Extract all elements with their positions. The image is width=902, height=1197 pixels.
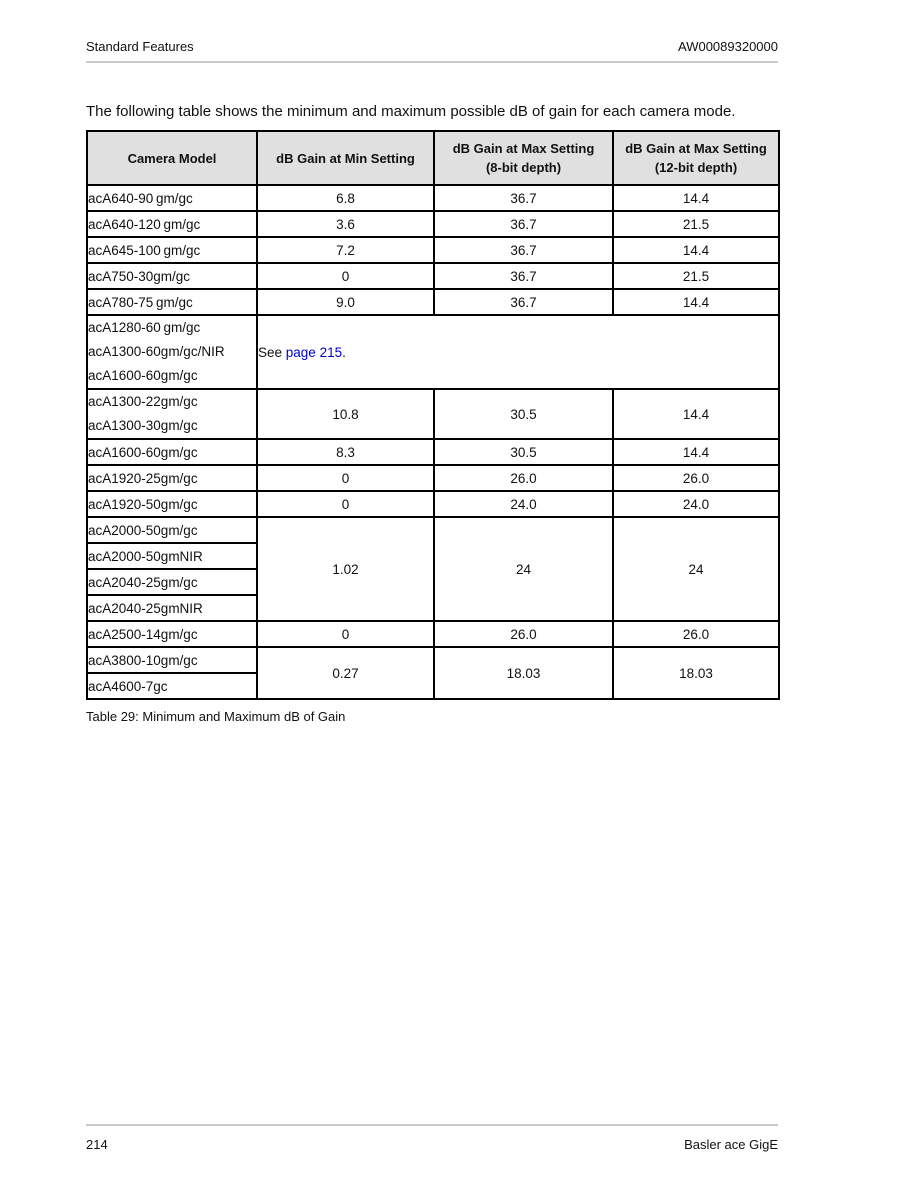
- gain-max8-cell: 26.0: [434, 465, 613, 491]
- table-row: [87, 237, 779, 263]
- gain-max12-cell: 14.4: [613, 389, 779, 439]
- gain-max12-cell: 14.4: [613, 289, 779, 315]
- table-row: [87, 439, 779, 465]
- gain-max8-cell: 36.7: [434, 263, 613, 289]
- gain-max8-cell: 36.7: [434, 185, 613, 211]
- camera-model-cell: acA1920-25gm/gc: [87, 465, 257, 491]
- col-header-min-setting: dB Gain at Min Setting: [257, 131, 434, 185]
- header-rule: [86, 61, 778, 63]
- gain-max8-cell: 36.7: [434, 237, 613, 263]
- gain-min-cell: 1.02: [257, 517, 434, 621]
- gain-max12-cell: 24.0: [613, 491, 779, 517]
- camera-model-cell: acA2040-25gm/gc: [87, 569, 257, 595]
- table-row-group: [87, 647, 779, 673]
- camera-model-cell: acA2000-50gm/gc: [87, 517, 257, 543]
- gain-max12-cell: 18.03: [613, 647, 779, 699]
- camera-model-cell: acA2040-25gmNIR: [87, 595, 257, 621]
- col-header-max-12bit: dB Gain at Max Setting (12-bit depth): [613, 131, 779, 185]
- camera-model-cell: acA4600-7gc: [87, 673, 257, 699]
- gain-min-cell: 0: [257, 465, 434, 491]
- col-header-camera-model: Camera Model: [87, 131, 257, 185]
- camera-model-cell: acA1600-60gm/gc: [87, 439, 257, 465]
- gain-min-cell: 0: [257, 621, 434, 647]
- gain-max12-cell: 26.0: [613, 621, 779, 647]
- table-row: [87, 263, 779, 289]
- camera-model-cell: acA645-100 gm/gc: [87, 237, 257, 263]
- page-footer: [86, 1137, 778, 1152]
- table-row: [87, 491, 779, 517]
- table-row-see-page: [87, 315, 779, 389]
- page-number: 214: [86, 1137, 108, 1152]
- col-header-max-8bit: dB Gain at Max Setting (8-bit depth): [434, 131, 613, 185]
- table-caption: Table 29: Minimum and Maximum dB of Gain: [86, 709, 346, 724]
- camera-model-cell: acA780-75 gm/gc: [87, 289, 257, 315]
- table-row: [87, 621, 779, 647]
- gain-min-cell: 0: [257, 491, 434, 517]
- gain-max12-cell: 14.4: [613, 237, 779, 263]
- gain-min-cell: 0.27: [257, 647, 434, 699]
- gain-max12-cell: 21.5: [613, 263, 779, 289]
- table-row-group: [87, 517, 779, 543]
- gain-min-cell: 0: [257, 263, 434, 289]
- gain-min-cell: 3.6: [257, 211, 434, 237]
- see-page-note-cell: See page 215.: [257, 315, 779, 389]
- table-row: [87, 389, 779, 439]
- gain-max8-cell: 26.0: [434, 621, 613, 647]
- table-row: [87, 211, 779, 237]
- camera-model-cell: acA640-120 gm/gc: [87, 211, 257, 237]
- gain-min-cell: 8.3: [257, 439, 434, 465]
- gain-max12-cell: 14.4: [613, 439, 779, 465]
- gain-max8-cell: 36.7: [434, 289, 613, 315]
- gain-min-cell: 7.2: [257, 237, 434, 263]
- gain-max8-cell: 24.0: [434, 491, 613, 517]
- page-content: [86, 103, 778, 724]
- document-title: Basler ace GigE: [684, 1137, 778, 1152]
- page-215-link[interactable]: page 215: [285, 344, 343, 360]
- document-number: AW00089320000: [678, 39, 778, 54]
- gain-max8-cell: 30.5: [434, 439, 613, 465]
- gain-max12-cell: 26.0: [613, 465, 779, 491]
- gain-min-cell: 9.0: [257, 289, 434, 315]
- intro-text: The following table shows the minimum and maximum possible dB of gain for each camera mode.: [86, 103, 736, 120]
- table-row: [87, 185, 779, 211]
- footer-rule: [86, 1124, 778, 1126]
- camera-model-cell: acA2000-50gmNIR: [87, 543, 257, 569]
- camera-model-cell: acA2500-14gm/gc: [87, 621, 257, 647]
- camera-model-group-cell: acA1280-60 gm/gc acA1300-60gm/gc/NIR acA1600-60gm/gc: [87, 315, 257, 389]
- camera-model-cell: acA1920-50gm/gc: [87, 491, 257, 517]
- camera-model-cell: acA640-90 gm/gc: [87, 185, 257, 211]
- table-header-row: [87, 131, 779, 185]
- gain-max12-cell: 24: [613, 517, 779, 621]
- gain-table: [86, 130, 780, 700]
- table-row: [87, 465, 779, 491]
- gain-max8-cell: 18.03: [434, 647, 613, 699]
- page-header: [86, 39, 778, 54]
- camera-model-cell: acA3800-10gm/gc: [87, 647, 257, 673]
- section-title: Standard Features: [86, 39, 194, 54]
- gain-max8-cell: 24: [434, 517, 613, 621]
- table-row: [87, 289, 779, 315]
- camera-model-cell: acA750-30gm/gc: [87, 263, 257, 289]
- camera-model-group-cell: acA1300-22gm/gc acA1300-30gm/gc: [87, 389, 257, 439]
- gain-max12-cell: 14.4: [613, 185, 779, 211]
- gain-max8-cell: 30.5: [434, 389, 613, 439]
- gain-max8-cell: 36.7: [434, 211, 613, 237]
- gain-min-cell: 10.8: [257, 389, 434, 439]
- gain-max12-cell: 21.5: [613, 211, 779, 237]
- gain-min-cell: 6.8: [257, 185, 434, 211]
